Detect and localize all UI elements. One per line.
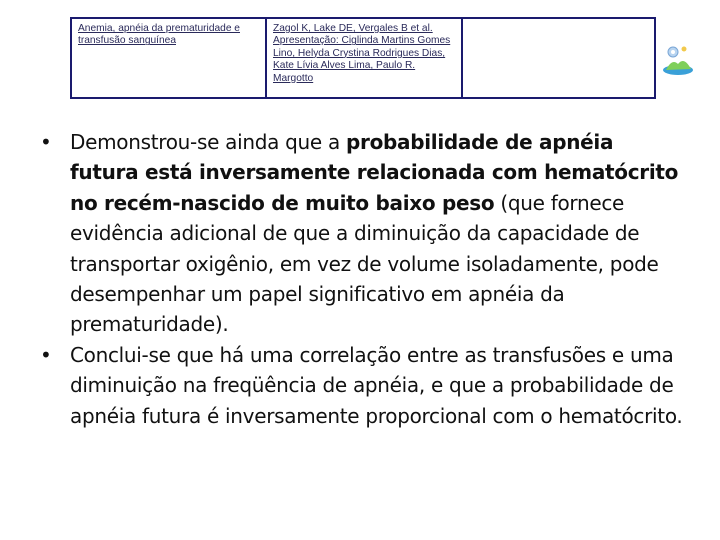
bullet-1-bold: probabilidade de apnéia futura está inversamente relacionada com hematócrito no recém-nascido de muito baixo peso [70,130,679,215]
bullet-2-text: Conclui-se que há uma correlação entre as transfusões e uma diminuição na freqüência de apnéia, e que a probabilidade de apnéia futura é inversamente proporcional com o hematócrito. [70,342,683,428]
bullet-item-2 [38,340,688,431]
bullet-item-1 [38,127,688,340]
bullet-marker: • [40,130,52,154]
bullet-list [38,127,688,431]
header-table [70,17,656,99]
bullet-marker: • [40,342,52,367]
authors-link[interactable]: Zagol K, Lake DE, Vergales B et al. Apresentação: Ciglinda Martins Gomes Lino, Helyda Crystina Rodrigues Dias, Kate Lívia Alves Lima, Paulo R. Margotto [267,19,463,97]
bullet-1-tail: (que fornece evidência adicional de que a diminuição da capacidade de transportar oxigênio, em vez de volume isoladamente, pode desempenhar um papel significativo em apnéia da prematuridade). [70,190,659,337]
bullet-1-lead: Demonstrou-se ainda que a [70,130,346,154]
title-link[interactable]: Anemia, apnéia da prematuridade e transfusão sanguínea [72,19,267,97]
clipart-figure-icon [660,42,696,78]
empty-cell [463,19,654,97]
